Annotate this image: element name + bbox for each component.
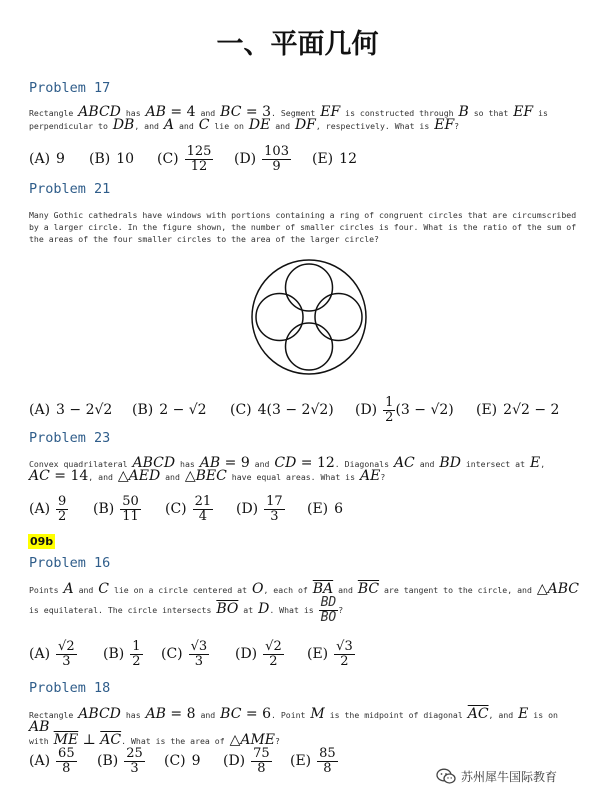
choice-a: (A) 9 xyxy=(29,151,65,167)
problem-17-choices xyxy=(29,144,357,174)
problem-21-text: Many Gothic cathedrals have windows with portions containing a ring of congruent circles that are circumscribed by a larger circle. In the figure shown, the number of smaller circles is four. What is the ratio of the sum of the areas of the four smaller circles to the area of the larger circle? xyxy=(29,210,577,244)
choice-d: (D) $\frac{103}{9}$ xyxy=(234,144,289,174)
section-tag: 09b xyxy=(30,535,54,548)
problem-23-text: Convex quadrilateral ABCD has AB = 9 and CD = 12. Diagonals AC and BD intersect at E, AC = 14, and △AED and △BEC have equal areas. What is AE? xyxy=(29,455,546,484)
problem-16-title: Problem 16 xyxy=(29,555,111,571)
problem-16-choices xyxy=(29,636,355,672)
gothic-window-figure xyxy=(250,258,368,376)
choice-d: (D) $\frac{75}{8}$ xyxy=(223,745,270,776)
choice-e: (E) 6 xyxy=(307,501,344,517)
problem-17-title: Problem 17 xyxy=(29,80,111,96)
choice-a: (A) $\frac{9}{2}$ xyxy=(29,493,67,524)
choice-a: (A) $\frac{√2}{3}$ xyxy=(29,638,75,669)
choice-c: (C) $\frac{√3}{3}$ xyxy=(161,638,208,669)
problem-18-title: Problem 18 xyxy=(29,680,111,696)
watermark-text: 苏州犀牛国际教育 xyxy=(461,770,558,784)
choice-c: (C) $\frac{21}{4}$ xyxy=(165,493,212,524)
choice-a: (A) $\frac{65}{8}$ xyxy=(29,745,75,776)
large-circle xyxy=(252,260,366,374)
small-circle-top xyxy=(286,264,333,311)
choice-c: (C) 9 xyxy=(164,753,201,769)
problem-21-title: Problem 21 xyxy=(29,181,111,197)
choice-b: (B) $\frac{50}{11}$ xyxy=(93,493,139,524)
problem-17-text: Rectangle ABCD has AB = 4 and BC = 3. Segment EF is constructed through B so that EF is perpendicular to DB, and A and C lie on DE and DF, respectively. What is EF? xyxy=(29,104,548,133)
choice-b: (B) 10 xyxy=(89,151,135,167)
page-title: 一、平面几何 xyxy=(216,29,379,60)
choice-d: (D) $\frac{17}{3}$ xyxy=(236,493,283,524)
choice-e: (E) 12 xyxy=(312,151,357,167)
choice-e: (E) 2√2 − 2 xyxy=(476,402,560,418)
choice-c: (C) $\frac{125}{12}$ xyxy=(157,144,212,174)
small-circle-bottom xyxy=(286,323,333,370)
choice-d: (D) $\frac{√2}{2}$ xyxy=(235,638,282,669)
choice-d: (D) $\frac{1}{2}$ (3 − √2) xyxy=(355,395,454,425)
problem-23-title: Problem 23 xyxy=(29,430,111,446)
choice-b: (B) 2 − √2 xyxy=(132,402,207,418)
watermark xyxy=(436,768,557,785)
choice-b: (B) $\frac{1}{2}$ xyxy=(103,638,141,669)
problem-18-text: Rectangle ABCD has AB = 8 and BC = 6. Point M is the midpoint of diagonal $\overline{AC}$, and E is on AB with $\overline{ME}$ ⊥ $\overline{AC}$. What is the area of △AME? xyxy=(29,706,558,748)
choice-b: (B) $\frac{25}{3}$ xyxy=(97,745,143,776)
choice-a: (A) 3 − 2√2 xyxy=(29,402,113,418)
small-circle-left xyxy=(256,294,303,341)
problem-18-choices xyxy=(29,744,338,778)
choice-c: (C) 4(3 − 2√2) xyxy=(230,402,334,418)
choice-e: (E) $\frac{85}{8}$ xyxy=(290,745,336,776)
choice-e: (E) $\frac{√3}{2}$ xyxy=(307,638,353,669)
small-circle-right xyxy=(315,294,362,341)
problem-23-choices xyxy=(29,492,343,526)
wechat-icon xyxy=(436,768,456,785)
problem-21-choices xyxy=(29,395,559,425)
problem-16-text: Points A and C lie on a circle centered at O, each of $\overline{BA}$ and $\overline{BC}$ are tangent to the circle, and △ABC is equilateral. The circle intersects $\overline{BO}$ at D. What is $\frac{BD}{BO}$ ? xyxy=(29,581,579,625)
